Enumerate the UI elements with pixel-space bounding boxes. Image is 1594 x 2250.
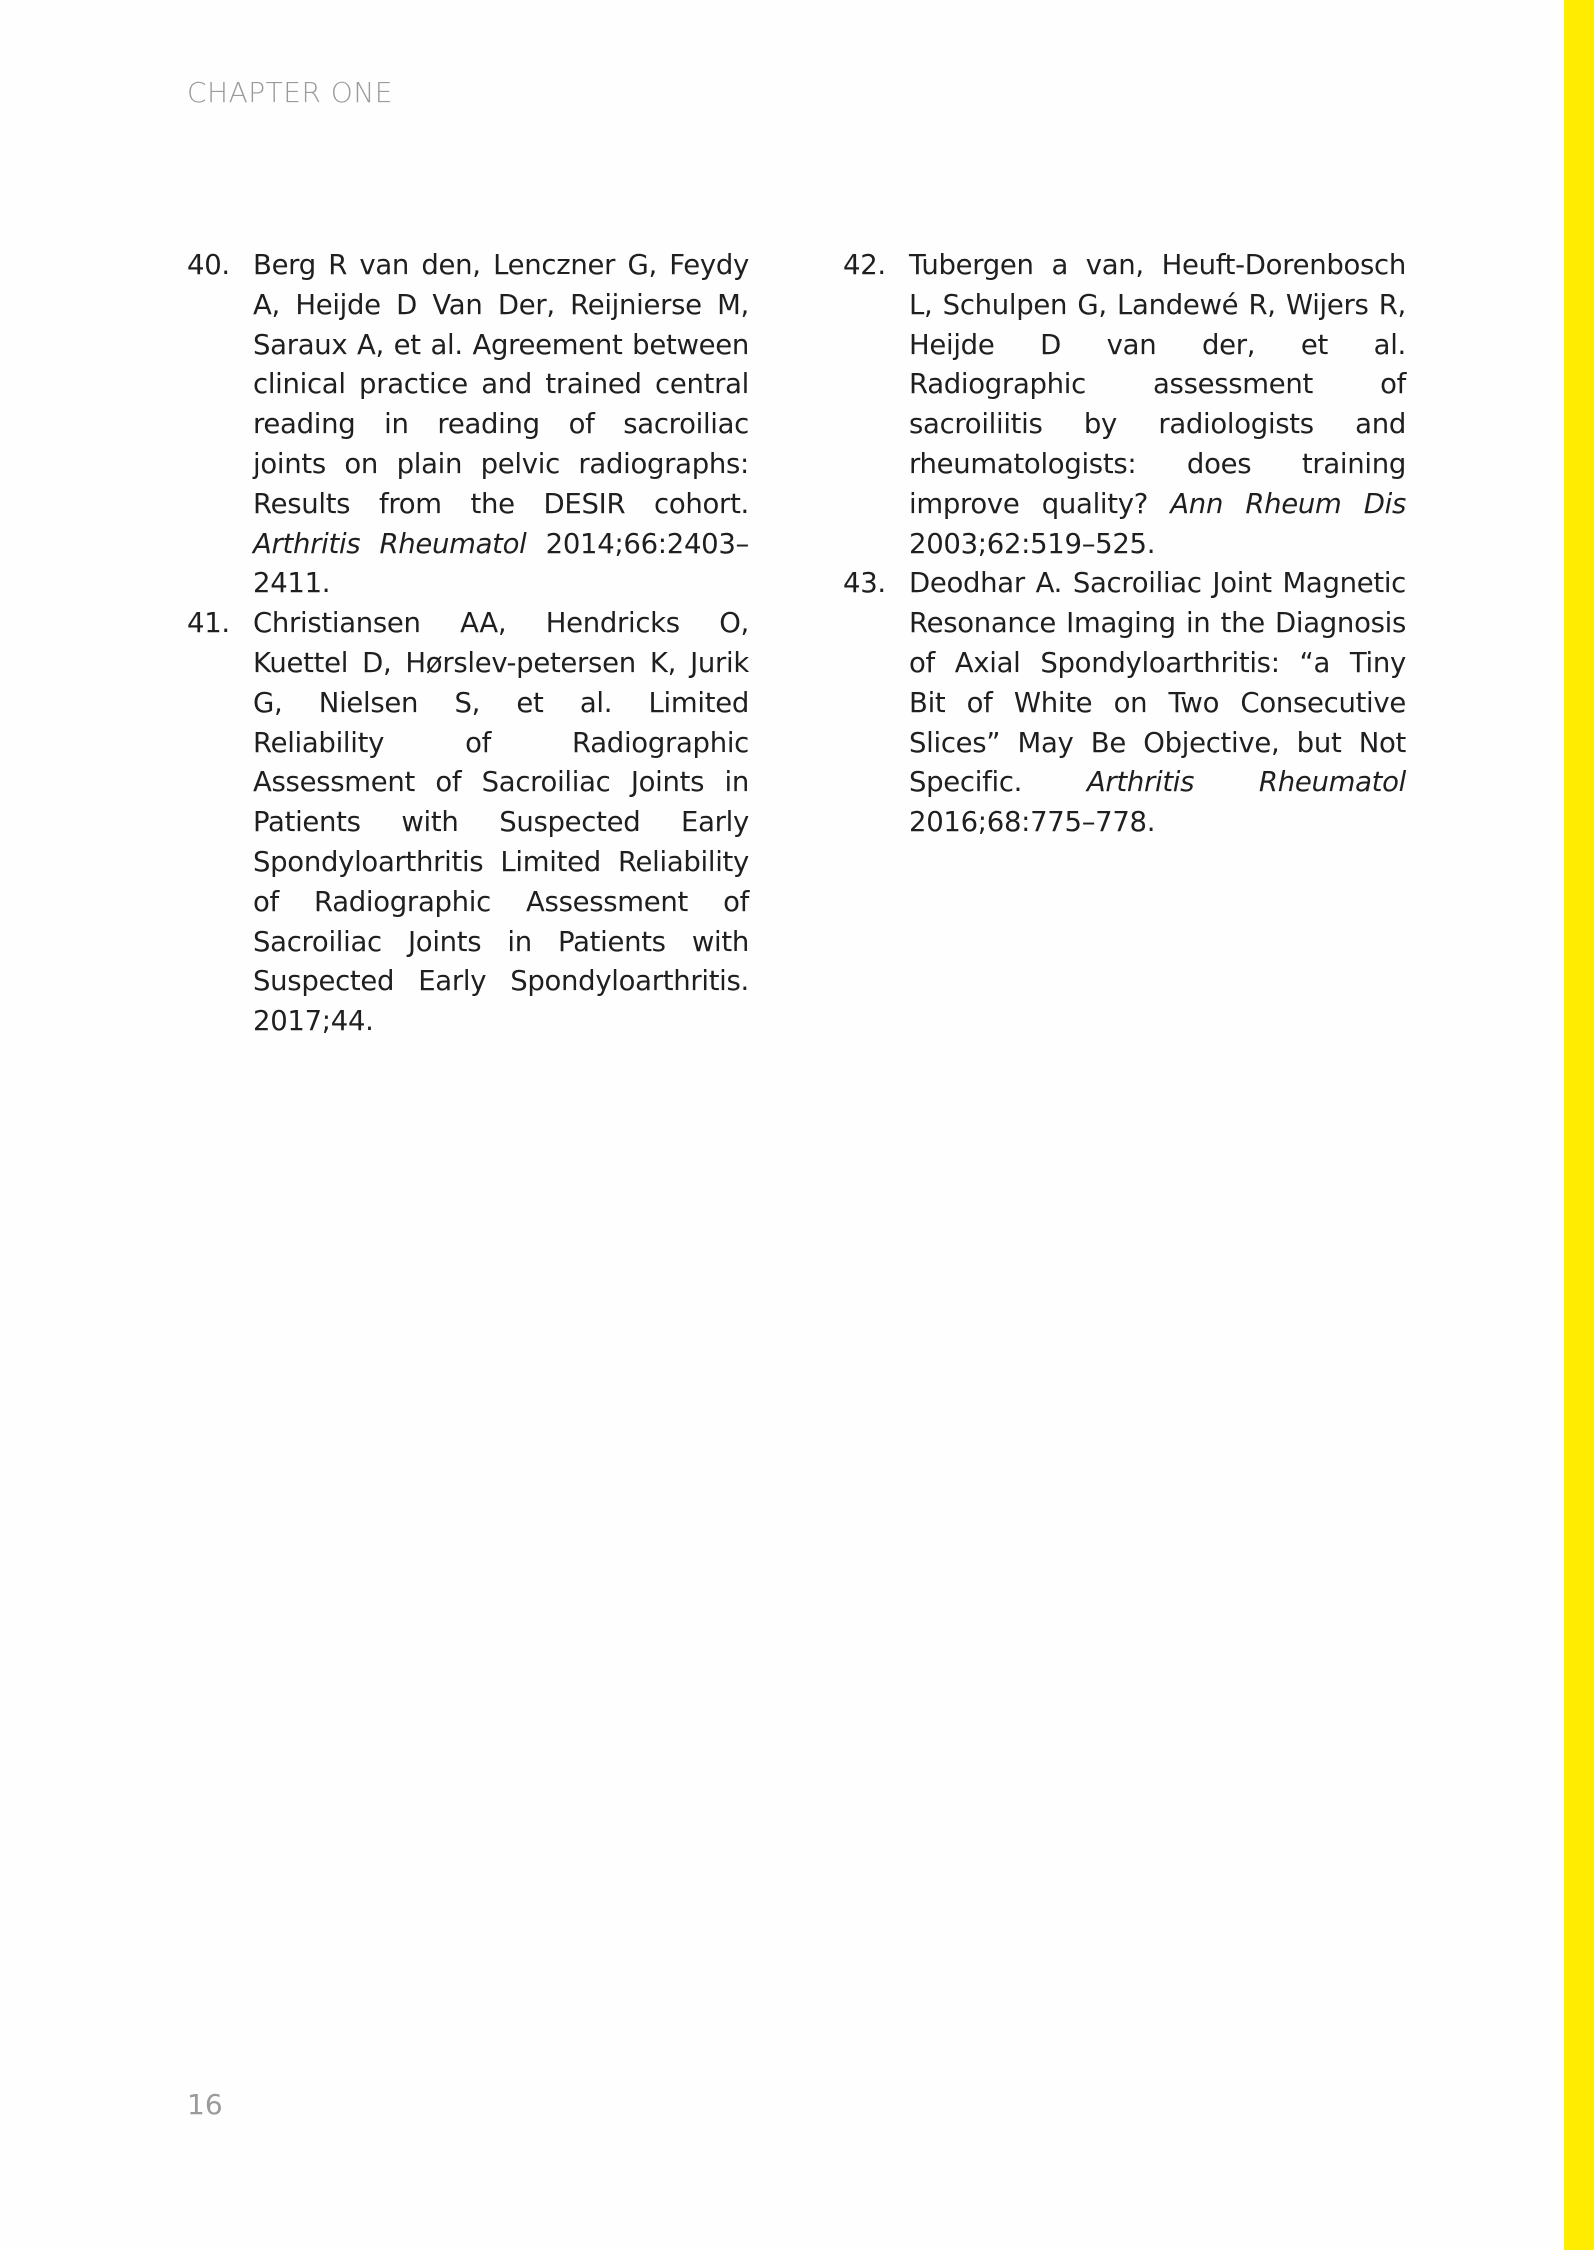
reference-column-right <box>843 246 1406 843</box>
reference-citation: 2016;68:775–778. <box>909 806 1156 839</box>
reference-body: Christiansen AA, Hendricks O, Kuettel D, Hørslev-petersen K, Jurik G, Nielsen S, et al. Limited Reliability of Radiographic Assessment of Sacroiliac Joints in Patients with Suspected Early Spondyloarthritis Limited Reliability of Radiographic Assessment of Sacroiliac Joints in Patients with Suspected Early Spondyloarthritis. 2017;44. <box>253 607 749 1038</box>
reference-body: Berg R van den, Lenczner G, Feydy A, Heijde D Van Der, Reijnierse M, Saraux A, et al. Agreement between clinical practice and trained central reading in reading of sacroiliac joints on plain pelvic radiographs: Results from the DESIR cohort. <box>253 249 749 520</box>
yellow-accent-strip <box>1564 0 1594 2250</box>
reference-text <box>253 607 749 1037</box>
reference-item <box>187 246 749 604</box>
reference-citation: 2014;66:2403–2411. <box>253 527 749 600</box>
reference-body: Tubergen a van, Heuft-Dorenbosch L, Schulpen G, Landewé R, Wijers R, Heijde D van der, et al. Radiographic assessment of sacroiliitis by radiologists and rheumatologists: does training improve quality? <box>909 249 1406 520</box>
reference-column-left <box>187 246 749 1042</box>
reference-number: 43. <box>843 567 886 600</box>
reference-citation: 2003;62:519–525. <box>909 527 1156 560</box>
reference-text <box>253 249 749 599</box>
page-number: 16 <box>187 2088 223 2121</box>
reference-item <box>843 246 1406 564</box>
chapter-header: CHAPTER ONE <box>187 76 393 109</box>
reference-text <box>909 249 1406 560</box>
reference-item <box>187 604 749 1042</box>
reference-journal: Arthritis Rheumatol <box>253 527 527 560</box>
reference-text <box>909 567 1406 838</box>
reference-body: Deodhar A. Sacroiliac Joint Magnetic Resonance Imaging in the Diagnosis of Axial Spondyloarthritis: “a Tiny Bit of White on Two Consecutive Slices” May Be Objective, but Not Specific. <box>909 567 1406 799</box>
reference-number: 40. <box>187 249 230 281</box>
reference-journal: Arthritis Rheumatol <box>1086 766 1407 799</box>
reference-number: 42. <box>843 249 886 281</box>
reference-journal: Ann Rheum Dis <box>1170 487 1406 520</box>
reference-number: 41. <box>187 607 230 640</box>
reference-item <box>843 564 1406 843</box>
